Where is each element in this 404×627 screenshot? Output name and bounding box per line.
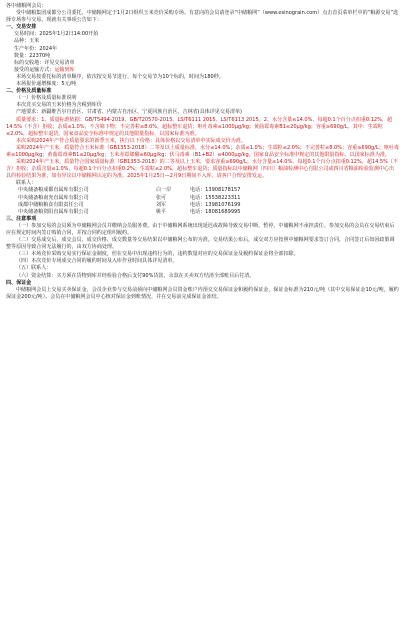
trade-time-value: 2025年1月2日14:00开始	[39, 31, 99, 38]
contact-list	[6, 187, 399, 215]
deposit-text: 中储粮网会员上交易买卖保证金，会员企业参与交易前须向中储粮网会员资金账户内预交交易保证金和履约保证金，保证金标准为210元/吨（其中交易保证金10元/吨，履约保证金200元/吨）。会员在中储粮网会员中心核对保证金到账情况，并在交易前完成保证金冻结。	[6, 286, 399, 300]
note-item: （三）本场竞价采购交易实行保证金制度，但在交易中出现违约行为的，违约数量对应的交易保证金及履约保证金将全部扣除。	[16, 251, 299, 258]
note-item: （六）资金结算：买方须在货物到库并经检验合格后支付90%货款，余款在买卖双方结清全部账目后付清。	[16, 272, 255, 279]
salutation: 各中储粮网会员：	[6, 3, 47, 9]
note-item: （四）本次竞价专场成交合同的履约时间及入库作业时间具体详见清单。	[16, 258, 178, 265]
note-item: （二）交易成交后，成交会员、成交价格、成交数量等交易结果以中储粮网公布的为准。交易结果公布后，成交双方应按照中储粮网要求签订合同，合同签订后如因政策调整等原因导致合同无法履行的，由双方协商处理。	[6, 237, 395, 251]
bid-increment: 本场报价递增梯度：5元/吨	[16, 81, 77, 88]
quantity-row: 数量：22370吨	[14, 52, 51, 59]
section-heading-price: 二、价格及质量标准	[6, 88, 52, 95]
quality-requirement: 质量要求：1、质量标准依据：GB/T5494-2019、GB/T20570-2015、LS/T6111 2015、LS/T6113 2015。2、水分含量≤14.0%，每超0.1个百分点扣重0.12%，超14.5%（不含）拒收；杂质≤1.0%，不含筛下物；不完善粒≤8.0%，超标整车退货；呕吐毒素≤1000μg/kg；黄曲霉毒素B1≤20μg/kg；容重≥690g/L。其中：生霉粒≤2.0%，超标整车退货。国家食品安全标准中规定的其他限量指标，以国家标准为准。	[6, 116, 393, 137]
price-rule: 本次采购2024年产符合质量要求的新季玉米，执行以下价格：具体价格以交易清单中实际成交价为准。	[16, 137, 246, 144]
delivery-row: 标的交收地：详见交易清单	[14, 59, 75, 66]
intro-paragraph: 受中储粮集团成都分公司委托，中储粮网定于1月2日组织玉米竞价采购专场。有意向的会员请登录“中储粮网”（www.esinograin.com）点击首页菜单栏中的“粮源交易”选择专场参与交易。现就有关事项公告如下：	[6, 10, 399, 24]
year-value: 2024年	[39, 45, 58, 52]
contact-row: 中央储备粮资阳直属库有限公司 姚平 电话：18081689995	[18, 208, 241, 215]
variety-value: 玉米	[29, 38, 40, 45]
price-basis-text: 本次竞买交易的玉米价格为含税到库价	[16, 102, 102, 109]
standard-2024: 采购2024年产玉米，质量符合玉米标准（GB1353-2018）二等及以上质量标准，水分≤14.0%；杂质≤1.0%；生霉粒≤2.0%；不完善粒≤8.0%；容重≥690g/L；呕吐毒素≤1000μg/kg；黄曲霉毒素B1≤20μg/kg；玉米赤霉烯酮≤60μg/kg；伏马毒素（B1+B2）≤4000μg/kg。国家食品安全标准中规定的其他限量指标，以国家标准为准。	[6, 144, 399, 158]
contact-row: 成都中储粮粮食有限责任公司 刘军 电话：13981076199	[18, 201, 241, 208]
variety-row: 品种：玉米	[14, 38, 40, 45]
standard-note: 采购2024年产玉米，质量符合国家质量标准（GB1353-2018）的二等及以上玉米，要求容重≥690g/L；水分含量≤14.0%，每超0.1个百分点扣重0.12%，超14.5%（不含）拒收；杂质含量≤1.0%，每超0.1个百分点扣重0.2%；生霉粒≤2.0%，超标整车退货；质量指标以中储粮网（四川）粮油检测中心有限公司或四川省粮油检验监测中心出具的检验结果为准，如有异议以中储粮网认定的为准。2025年1月25日—2月9日期间不入库，请客户合理安排发运。	[6, 159, 398, 180]
delivery-value: 详见交易清单	[44, 59, 75, 66]
trade-info	[6, 31, 399, 74]
section-heading-deposit: 四、保证金	[6, 279, 32, 286]
transport-value: 运输到库	[54, 66, 75, 73]
contact-title: 联系人：	[16, 180, 37, 187]
contact-row: 中央储备粮成都直属库有限公司 白一岸 电话：13908178157	[18, 187, 241, 194]
trade-time-row: 交易时间：2025年1月2日14:00开始	[14, 31, 99, 38]
trade-note: 本场交易按委托标的清单顺序，依次按交易节进行。每个交易节为10个标的，时间为180秒。	[16, 73, 224, 80]
section-heading-trade: 一、交易安排	[6, 24, 37, 31]
note-item: （一）参加交易的会员须为中储粮网会员并缴纳会员服务费。由于中储粮网系统出现延迟或故障导致交易中断、暂停，中储粮网不承担责任。参加交易的会员在交易结束后应在规定时间内签订购销合同，并按合同约定组织履约。	[6, 222, 395, 236]
quantity-value: 22370吨	[29, 52, 51, 59]
price-basis-title: （一）价格及质量标准说明	[16, 95, 77, 102]
origin-requirement: 产地要求：新疆维吾尔自治区、甘肃省、内蒙古自治区、宁夏回族自治区、吉林省(具体详见交易清单)	[16, 109, 242, 116]
transport-row: 接受的运输方式：运输到库	[14, 66, 75, 73]
section-heading-notes: 三、注意事项	[6, 215, 37, 222]
note-item: （五）联系人：	[16, 265, 52, 272]
contact-row: 中央储备粮南充直属库有限公司 张可 电话：15538223311	[18, 194, 241, 201]
year-row: 生产年份：2024年	[14, 45, 58, 52]
